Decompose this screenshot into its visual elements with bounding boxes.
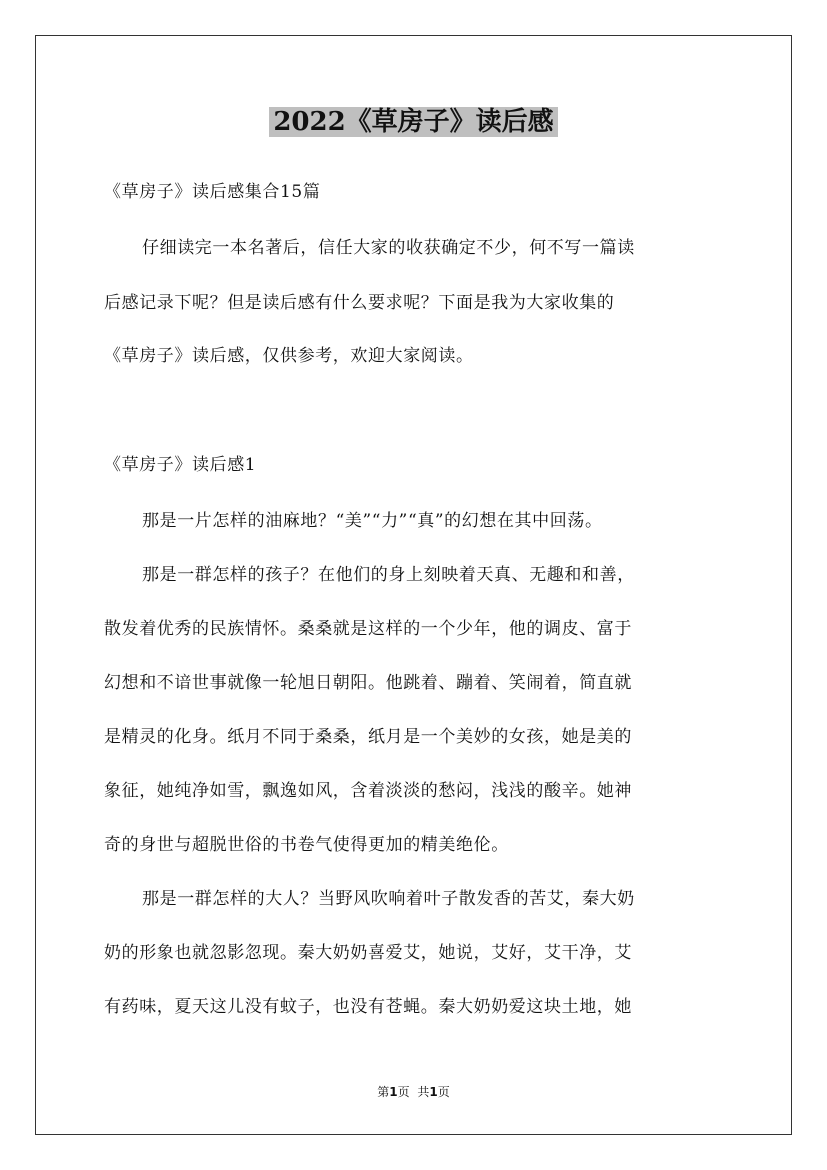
body-line-3: 散发着优秀的民族情怀。桑桑就是这样的一个少年，他的调皮、富于 bbox=[104, 619, 632, 639]
footer-page-suffix: 页 bbox=[397, 1085, 410, 1099]
footer-total-prefix: 共 bbox=[417, 1085, 430, 1099]
intro-line-1: 仔细读完一本名著后，信任大家的收获确定不少，何不写一篇读 bbox=[142, 238, 635, 258]
footer-total-suffix: 页 bbox=[437, 1085, 450, 1099]
body-line-9: 奶的形象也就忽影忽现。秦大奶奶喜爱艾，她说，艾好，艾干净，艾 bbox=[104, 943, 632, 963]
body-line-8: 那是一群怎样的大人？当野风吹响着叶子散发香的苦艾，秦大奶 bbox=[142, 889, 635, 909]
body-line-4: 幻想和不谙世事就像一轮旭日朝阳。他跳着、蹦着、笑闹着，简直就 bbox=[104, 673, 632, 693]
intro-line-3: 《草房子》读后感，仅供参考，欢迎大家阅读。 bbox=[104, 346, 474, 366]
body-line-5: 是精灵的化身。纸月不同于桑桑，纸月是一个美妙的女孩，她是美的 bbox=[104, 727, 632, 747]
document-subtitle: 《草房子》读后感集合15篇 bbox=[104, 182, 321, 202]
page-footer bbox=[0, 1083, 827, 1101]
intro-line-2: 后感记录下呢？但是读后感有什么要求呢？下面是我为大家收集的 bbox=[104, 293, 615, 313]
footer-page-prefix: 第 bbox=[377, 1085, 390, 1099]
body-line-7: 奇的身世与超脱世俗的书卷气使得更加的精美绝伦。 bbox=[104, 835, 509, 855]
body-line-10: 有药味，夏天这儿没有蚊子，也没有苍蝇。秦大奶奶爱这块土地，她 bbox=[104, 997, 632, 1017]
body-line-6: 象征，她纯净如雪，飘逸如风，含着淡淡的愁闷，浅浅的酸辛。她神 bbox=[104, 781, 632, 801]
section-heading: 《草房子》读后感1 bbox=[104, 455, 257, 475]
document-title-text: 2022《草房子》读后感 bbox=[269, 107, 557, 137]
body-line-1: 那是一片怎样的油麻地？“美”“力”“真”的幻想在其中回荡。 bbox=[142, 511, 603, 531]
footer-page-number: 1 bbox=[389, 1085, 398, 1099]
document-title bbox=[0, 102, 827, 142]
body-line-2: 那是一群怎样的孩子？在他们的身上刻映着天真、无趣和和善， bbox=[142, 565, 635, 585]
footer-total-number: 1 bbox=[429, 1085, 438, 1099]
